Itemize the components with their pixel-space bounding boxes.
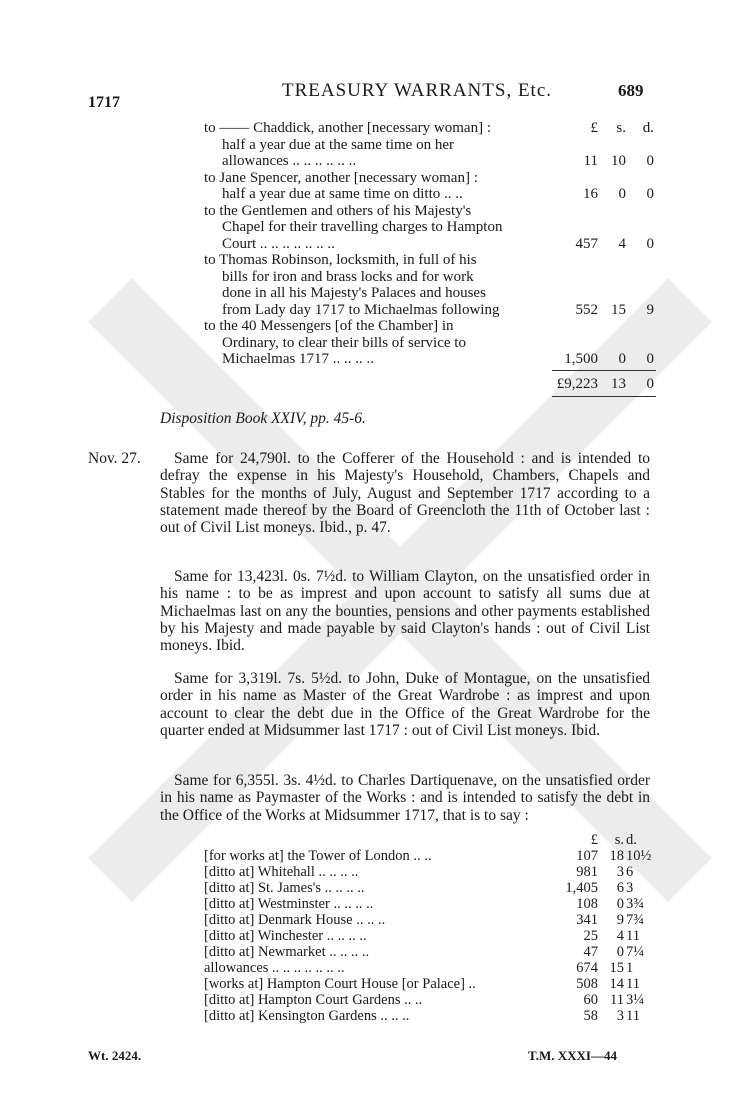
entry-line: bills for iron and brass locks and for work <box>222 268 474 285</box>
entry-line: to —— Chaddick, another [necessary woman] : <box>204 120 491 136</box>
works-col-head-pounds: £ <box>590 832 598 848</box>
entry-line: Ordinary, to clear their bills of service to <box>222 334 466 351</box>
page-number: 689 <box>618 81 644 100</box>
works-shillings: 14 <box>609 976 624 992</box>
works-col-head-pence: d. <box>626 832 637 848</box>
entry-pounds: 1,500 <box>564 351 598 367</box>
entry-shillings: 15 <box>611 301 626 318</box>
works-item: [works at] Hampton Court House [or Palace] .. <box>204 976 476 992</box>
works-shillings: 15 <box>609 960 624 976</box>
works-pence: 11 <box>626 928 640 944</box>
works-shillings: 3 <box>616 1008 624 1024</box>
works-item: [ditto at] Kensington Gardens .. .. .. <box>204 1008 410 1024</box>
entry-line: allowances .. .. .. .. .. .. <box>222 153 357 169</box>
works-shillings: 0 <box>616 944 624 960</box>
works-pence: 7¼ <box>626 944 645 960</box>
running-year: 1717 <box>88 94 120 111</box>
entry-shillings: 4 <box>618 235 626 252</box>
warrant-paragraph: Same for 3,319l. 7s. 5½d. to John, Duke of Montague, on the unsatisfied order in his name as Master of the Great Wardrobe : as imprest and upon account to clear the debt due in the Office of the Great Wardrobe for the quarter ended at Midsummer last 1717 : out of Civil List moneys. Ibid. <box>160 670 650 739</box>
entry-line: half a year due at the same time on her <box>222 136 454 153</box>
entry-line: half a year due at same time on ditto .. .. <box>222 186 463 202</box>
works-pounds: 108 <box>576 896 598 912</box>
col-head-pence: d. <box>642 120 654 136</box>
works-pounds: 674 <box>576 960 598 976</box>
works-item: allowances .. .. .. .. .. .. .. <box>204 960 345 976</box>
works-pounds: 25 <box>583 928 598 944</box>
footer-right: T.M. XXXI—44 <box>528 1048 617 1063</box>
works-pounds: 981 <box>576 864 598 880</box>
works-pence: 3¾ <box>626 896 645 912</box>
entry-line: Court .. .. .. .. .. .. .. <box>222 235 335 252</box>
entry-pounds: 552 <box>575 301 598 318</box>
works-pence: 11 <box>626 1008 640 1024</box>
works-pounds: 107 <box>576 848 598 864</box>
entry-pence: 0 <box>646 153 654 169</box>
footer-left: Wt. 2424. <box>88 1048 142 1063</box>
entry-pounds: 457 <box>575 235 598 252</box>
works-shillings: 6 <box>616 880 624 896</box>
works-item: [ditto at] Newmarket .. .. .. .. <box>204 944 370 960</box>
entry-pence: 0 <box>646 186 654 202</box>
works-item: [ditto at] Denmark House .. .. .. <box>204 912 386 928</box>
entry-pence: 0 <box>646 235 654 252</box>
works-item: [ditto at] Westminster .. .. .. .. <box>204 896 374 912</box>
total-pounds: £9,223 <box>556 376 598 392</box>
works-item: [for works at] the Tower of London .. .. <box>204 848 432 864</box>
entry-line: to Thomas Robinson, locksmith, in full of his <box>204 252 477 268</box>
works-shillings: 0 <box>616 896 624 912</box>
entry-line: Chapel for their travelling charges to Hampton <box>222 219 503 235</box>
entry-line: to the 40 Messengers [of the Chamber] in <box>204 318 454 334</box>
works-shillings: 4 <box>616 928 624 944</box>
entry-shillings: 10 <box>611 153 626 169</box>
works-item: [ditto at] Winchester .. .. .. .. <box>204 928 367 944</box>
works-item: [ditto at] St. James's .. .. .. .. <box>204 880 365 896</box>
warrant-paragraph: Same for 6,355l. 3s. 4½d. to Charles Dartiquenave, on the unsatisfied order in his name as Paymaster of the Works : and is intended to satisfy the debt in the Office of the Works at Midsummer 1717, that is to say : <box>160 772 650 824</box>
works-item: [ditto at] Hampton Court Gardens .. .. <box>204 992 423 1008</box>
works-col-head-shillings: s. <box>614 832 624 848</box>
entry-pence: 0 <box>646 351 654 367</box>
entry-shillings: 0 <box>618 186 626 202</box>
disposition-reference: Disposition Book XXIV, pp. 45-6. <box>160 410 366 427</box>
works-pounds: 1,405 <box>565 880 598 896</box>
works-item: [ditto at] Whitehall .. .. .. .. <box>204 864 359 880</box>
works-pounds: 341 <box>576 912 598 928</box>
works-pence: 7¾ <box>626 912 645 928</box>
col-head-pounds: £ <box>590 120 598 136</box>
works-pence: 1 <box>626 960 634 976</box>
works-pence: 3¼ <box>626 992 645 1008</box>
total-rule-bottom <box>552 396 656 397</box>
total-rule-top <box>552 370 656 371</box>
col-head-shillings: s. <box>616 120 626 136</box>
works-pence: 11 <box>626 976 640 992</box>
total-pence: 0 <box>646 376 654 392</box>
works-shillings: 11 <box>610 992 624 1008</box>
entry-line: done in all his Majesty's Palaces and houses <box>222 285 486 301</box>
entry-date: Nov. 27. <box>88 450 141 467</box>
warrant-paragraph: Same for 24,790l. to the Cofferer of the Household : and is intended to defray the expense in his Majesty's Household, Chambers, Chapels and Stables for the months of July, August and September 1717 according to a statement made thereof by the Board of Greencloth the 11th of October last : out of Civil List moneys. Ibid., p. 47. <box>160 450 650 537</box>
entry-pence: 9 <box>646 301 654 318</box>
works-pence: 6 <box>626 864 634 880</box>
running-title: TREASURY WARRANTS, Etc. <box>282 80 553 101</box>
entry-line: to the Gentlemen and others of his Majesty's <box>204 202 472 219</box>
works-pounds: 47 <box>583 944 598 960</box>
entry-pounds: 11 <box>583 153 598 169</box>
entry-line: Michaelmas 1717 .. .. .. .. <box>222 351 375 367</box>
works-pounds: 508 <box>576 976 598 992</box>
works-shillings: 3 <box>616 864 624 880</box>
total-shillings: 13 <box>611 376 626 392</box>
entry-shillings: 0 <box>618 351 626 367</box>
works-shillings: 18 <box>609 848 624 864</box>
works-pounds: 60 <box>583 992 598 1008</box>
works-pounds: 58 <box>583 1008 598 1024</box>
warrant-paragraph: Same for 13,423l. 0s. 7½d. to William Clayton, on the unsatisfied order in his name : to be as imprest and upon account to satisfy all sums due at Michaelmas last on any the bounties, pensions and other payments established by his Majesty and made payable by said Clayton's hands : out of Civil List moneys. Ibid. <box>160 568 650 655</box>
entry-line: to Jane Spencer, another [necessary woman] : <box>204 169 478 186</box>
works-pence: 3 <box>626 880 634 896</box>
entry-pounds: 16 <box>583 186 598 202</box>
works-shillings: 9 <box>616 912 624 928</box>
works-pence: 10½ <box>626 848 652 864</box>
entry-line: from Lady day 1717 to Michaelmas following <box>222 301 500 318</box>
